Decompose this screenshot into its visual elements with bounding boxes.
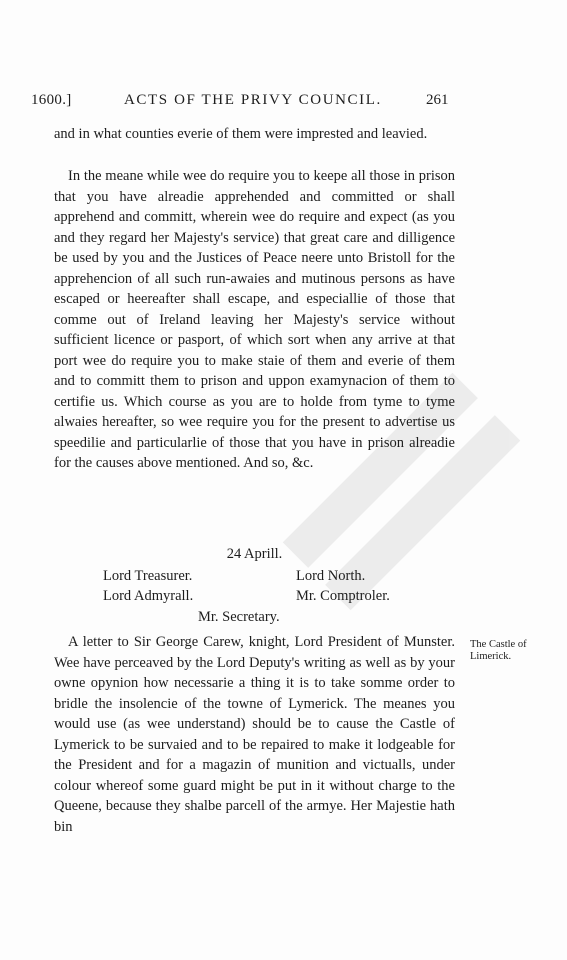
running-header bbox=[0, 92, 567, 112]
margin-note: The Castle of Limerick. bbox=[470, 639, 527, 662]
paragraph-text: A letter to Sir George Carew, knight, Lord President of Munster. Wee have perceaved by the Lord Deputy's writing as well as by your owne opynion how necessarie a thing it is to take somme order to bridle the insolencie of the towne of Lymerick. The meanes you would use (as wee understand) should be to cause the Castle of Lymerick to be survaied and to be repaired to make it lodgeable for the President and for a magazin of munition and victualls, under colour whereof some guard might be put in it without charge to the Queene, because they shalbe parcell of the armye. Her Majestie hath bin bbox=[54, 634, 455, 835]
main-paragraph bbox=[54, 166, 455, 474]
session-date-text: 24 Aprill. bbox=[226, 546, 283, 562]
header-title: ACTS OF THE PRIVY COUNCIL. bbox=[124, 92, 382, 108]
page-number: 261 bbox=[426, 92, 449, 108]
paragraph-text: In the meane while wee do require you to keepe all those in prison that you have alreadie apprehended and committed or shall apprehend and committ, wherein wee do require and expect (as you and they regard her Majesty's service) that great care and dilligence be used by you and the Justices of Peace neere unto Bristoll for the apprehencion of all such run-awaies and mutinous persons as have escaped or heereafter shall escape, and especiallie of those that comme out of Ireland leaving her Majesty's service without sufficient licence or pasport, of which sort when any arrive at that port wee do require you to make staie of them and everie of them and to committ them to prison and uppon examynacion of them to certifie us. Which course as you are to holde from tyme to tyme alwaies hereafter, so wee require you for the present to advertise us speedilie and particularlie of those that you have in prison alreadie for the causes above mentioned. And so, &c. bbox=[54, 168, 455, 471]
attendee: Lord Admyrall. bbox=[103, 588, 194, 604]
header-year: 1600.] bbox=[31, 92, 72, 108]
letter-paragraph bbox=[54, 632, 455, 837]
attendee: Mr. Comptroler. bbox=[296, 588, 390, 604]
attendee: Lord North. bbox=[296, 568, 366, 584]
paragraph-text: and in what counties everie of them were imprested and leavied. bbox=[54, 126, 428, 142]
attendee: Lord Treasurer. bbox=[103, 568, 193, 584]
session-date bbox=[0, 546, 567, 563]
continued-paragraph bbox=[54, 124, 455, 145]
attendee: Mr. Secretary. bbox=[198, 609, 280, 625]
